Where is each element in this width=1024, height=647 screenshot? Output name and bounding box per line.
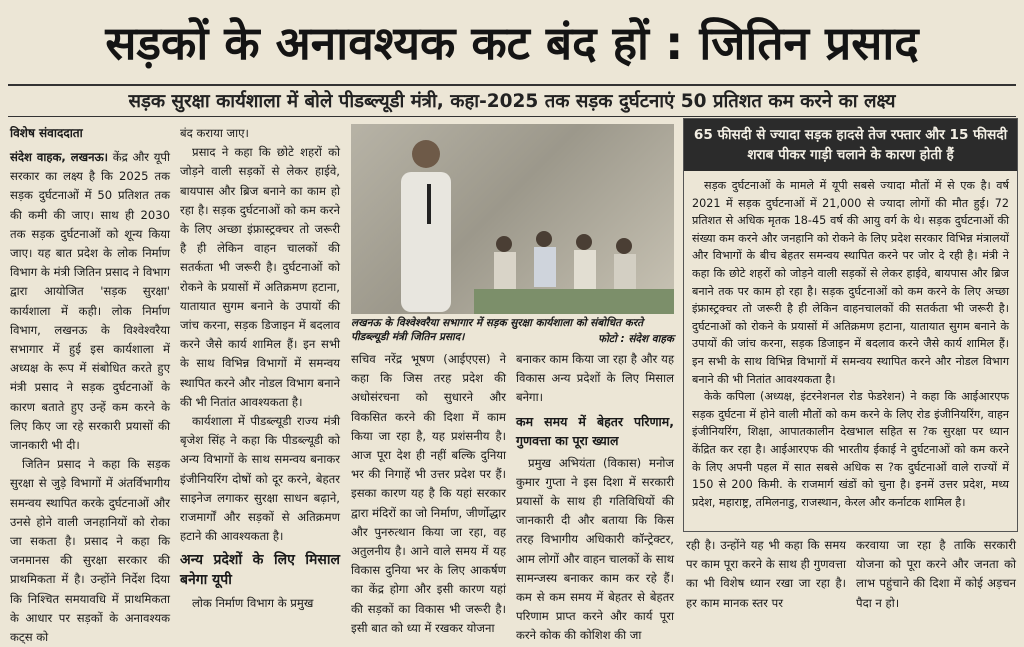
article-paragraph: रही है। उन्होंने यह भी कहा कि समय पर काम पूरा करने के साथ ही गुणवत्ता का भी विशेष ध्यान रखा जा रहा है। हर काम मानक स्तर पर bbox=[686, 538, 846, 610]
article-column-3 bbox=[351, 350, 506, 635]
article-paragraph: प्रसाद ने कहा कि छोटे शहरों को जोड़ने वाली सड़कों से लेकर हाईवे, बायपास और ब्रिज बनाने का काम हो रहा है। सड़क दुर्घटनाओं को कम करने के लिए अच्छा इंफ्रास्ट्रक्चर तो जरूरी है ही लेकिन वाहन चालकों की सतर्कता भी जरूरी है। दुर्घटनाओं को रोकने के प्रयासों में अतिक्रमण हटाना, यातायात सुगम बनाने के उपायों की जांच करना, सड़क डिजाइन में बदलाव करने जैसे कार्य शामिल हैं। इन सभी के साथ विभिन्न विभागों में समन्वय स्थापित करने और नोडल विभाग बनाने की भी नितांत आवश्यकता है। bbox=[180, 145, 340, 409]
subheadline bbox=[0, 84, 1024, 116]
article-column-6 bbox=[856, 536, 1016, 611]
dateline: संदेश वाहक, लखनऊ। bbox=[10, 150, 109, 164]
headline-text: सड़कों के अनावश्यक कट बंद हों : जितिन प्रसाद bbox=[105, 16, 919, 70]
article-paragraph: जितिन प्रसाद ने कहा कि सड़क सुरक्षा से जुड़े विभागों में अंतर्विभागीय समन्वय स्थापित करके दुर्घटनाओं और उनसे होने वाली जनहानियों को रोका जा सकता है। प्रसाद ने कहा कि जनमानस की सुरक्षा सरकार की प्राथमिकता में है। उन्होंने निर्देश दिया कि निश्चित समयावधि में प्राथमिकता के आधार पर सड़कों के अनावश्यक कट्स को bbox=[10, 457, 170, 645]
box-paragraph: सड़क दुर्घटनाओं के मामले में यूपी सबसे ज्यादा मौतों में से एक है। वर्ष 2021 में सड़क दुर्घटनाओं में 21,000 से ज्यादा लोगों की मौत हुई। 72 प्रतिशत से अधिक मृतक 18-45 वर्ष की आयु वर्ग के थे। सड़क दुर्घटनाओं की संख्या कम करने और जनहानि को रोकने के लिए प्रदेश सरकार विभिन्न मंत्रालयों और विभागों के बीच बेहतर समन्वय स्थापित करने पर जोर दे रही है। मंत्री ने कहा कि छोटे शहरों को जोड़ने वाली सड़कों से लेकर हाईवे, बायपास और ब्रिज बनाने तक पर काम हो रहा है। सड़क दुर्घटनाओं को कम करने के लिए अच्छा इंफ्रास्ट्रक्चर तो जरूरी है ही लेकिन वाहनचालकों की सतर्कता भी जरूरी है। दुर्घटनाओं को रोकने के प्रयासों में अतिक्रमण हटाना, यातायात सुगम बनाने के उपायों की जांच करना, सड़क डिजाइन में बदलाव करने जैसे कार्य शामिल हैं। इन सभी के साथ विभिन्न विभागों में समन्वय स्थापित करने और नोडल विभाग बनाने की भी नितांत आवश्यकता है। bbox=[692, 179, 1009, 386]
paragraph-text: केंद्र और यूपी सरकार का लक्ष्य है कि 2025 तक सड़क दुर्घटनाओं में 50 प्रतिशत तक की कमी की जाए। साथ ही 2030 तक सड़क दुर्घटनाओं को शून्य किया जाए। यह बात प्रदेश के लोक निर्माण विभाग के मंत्री जितिन प्रसाद ने विभाग द्वारा आयोजित 'सड़क सुरक्षा' कार्यशाला में कही। लोक निर्माण विभाग, लखनऊ के विश्वेश्वरैया सभागार में हुई इस कार्यशाला में अध्यक्ष के रूप में संबोधित करते हुए मंत्री प्रसाद ने सड़क दुर्घटनाओं के कारण बताते हुए उन्हें कम करने के लिए किए जा रहे सरकारी प्रयासों की जानकारी भी दी। bbox=[10, 150, 171, 453]
section-subtitle: अन्य प्रदेशों के लिए मिसाल बनेगा यूपी bbox=[180, 552, 340, 589]
article-paragraph: प्रमुख अभियंता (विकास) मनोज कुमार गुप्ता ने इस दिशा में सरकारी प्रयासों के साथ ही गतिविधियों की जानकारी दी और बताया कि किस तरह विभागीय अधिकारी कॉन्ट्रेक्टर, आम लोगों और वाहन चालकों के साथ सामन्जस्य बनाकर काम कर रहे हैं। कम से कम समय में बेहतर से बेहतर परिणाम प्राप्त करने और कार्य पूरा करने कोक की कोशिश की जा bbox=[516, 455, 674, 643]
article-paragraph: बंद कराया जाए। bbox=[180, 126, 249, 140]
article-paragraph: बनाकर काम किया जा रहा है और यह विकास अन्य प्रदेशों के लिए मिसाल बनेगा। bbox=[516, 352, 674, 405]
headline bbox=[0, 0, 1024, 84]
photo-caption bbox=[351, 316, 674, 346]
article-column-5 bbox=[686, 536, 846, 611]
highlight-box bbox=[683, 118, 1018, 532]
article-column-2 bbox=[180, 124, 340, 611]
article-column-4 bbox=[516, 350, 674, 643]
subheadline-text: सड़क सुरक्षा कार्यशाला में बोले पीडब्ल्यूडी मंत्री, कहा-2025 तक सड़क दुर्घटनाएं 50 प्रतिशत कम करने का लक्ष्य bbox=[128, 90, 896, 112]
article-paragraph bbox=[10, 148, 170, 455]
article-paragraph: कार्यशाला में पीडब्ल्यूडी राज्य मंत्री बृजेश सिंह ने कहा कि पीडब्ल्यूडी को अन्य विभागों के साथ समन्वय बनाकर इंजीनियरिंग दोषों को दूर करने, बेहतर साइनेज लगाकर सुरक्षा साधन बढ़ाने, राजमार्गों और सड़कों से अतिक्रमण हटाने की आवश्यकता है। bbox=[180, 414, 340, 544]
box-paragraph: केके कपिला (अध्यक्ष, इंटरनेशनल रोड फेडरेशन) ने कहा कि आईआरएफ सड़क दुर्घटना में होने वाली मौतों को कम करने के लिए रोड इंजीनियरिंग, वाहन इंजीनियरिंग, शिक्षा, आपातकालीन देखभाल सहित स ?क सुरक्षा पर ध्यान केंद्रित कर रहा है। आईआरएफ की भारतीय ईकाई ने दुर्घटनाओं को कम करने के लिए अपनी पहल में सात सबसे अधिक स ?क दुर्घटनाओं वाले राज्यों में 150 से 200 किमी. के राजमार्ग खंडों को चुना है। इनमें उत्तर प्रदेश, मध्य प्रदेश, महाराष्ट्र, तमिलनाडु, राजस्थान, केरल और कर्नाटक शामिल है। bbox=[692, 390, 1009, 509]
caption-text: लखनऊ के विश्वेश्वरैया सभागार में सड़क सुरक्षा कार्यशाला को संबोधित करते पीडब्ल्यूडी मंत्री जितिन प्रसाद। bbox=[351, 317, 644, 343]
article-photo bbox=[351, 124, 674, 314]
speaker-figure bbox=[391, 132, 461, 312]
article-column-1 bbox=[10, 148, 171, 645]
divider bbox=[8, 116, 1016, 117]
photo-credit: फोटो : संदेश वाहक bbox=[597, 333, 674, 345]
box-heading: 65 फीसदी से ज्यादा सड़क हादसे तेज रफ्तार और 15 फीसदी शराब पीकर गाड़ी चलाने के कारण होती हैं bbox=[684, 119, 1017, 171]
article-paragraph: लोक निर्माण विभाग के प्रमुख bbox=[192, 596, 314, 611]
article-paragraph: करवाया जा रहा है ताकि सरकारी योजना को पूरा करने और जनता को लाभ पहुंचाने की दिशा में कोई अड़चन पैदा न हो। bbox=[856, 538, 1016, 610]
byline: विशेष संवाददाता bbox=[10, 126, 83, 140]
audience-figures bbox=[474, 204, 674, 314]
box-body bbox=[684, 171, 1017, 517]
article-paragraph: सचिव नरेंद्र भूषण (आईएएस) ने कहा कि जिस तरह प्रदेश की अधोसंरचना को सुधारने और विकसित करने की दिशा में काम किया जा रहा है, यह प्रशंसनीय है। आज पूरा देश ही नहीं बल्कि दुनिया भर की निगाहें भी उत्तर प्रदेश पर हैं। इसका कारण यह है कि यहां सरकार द्वारा मंदिरों का जो निर्माण, जीर्णोद्धार और पुनरुत्थान किया जा रहा, वह अतुलनीय है। आने वाले समय में यह विकास दुनिया भर के लिए आकर्षण का केंद्र होगा और इसी कारण यहां की सड़कों का विकास भी जरूरी है। इसी बात को ध्या में रखकर योजना bbox=[351, 352, 506, 635]
section-subtitle: कम समय में बेहतर परिणाम, गुणवत्ता का पूरा ख्याल bbox=[516, 413, 674, 448]
